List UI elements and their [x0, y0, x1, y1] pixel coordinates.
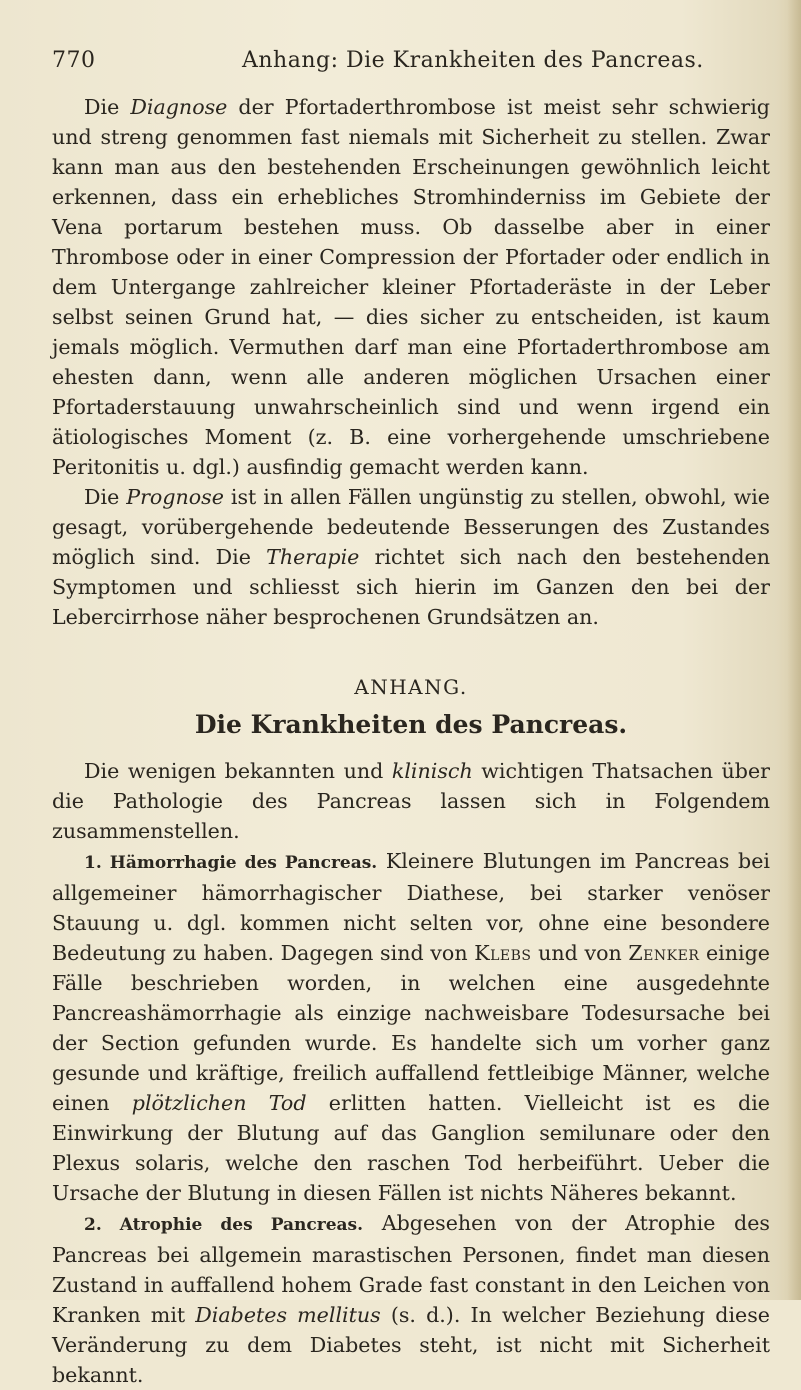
emphasis-klinisch: klinisch — [391, 759, 473, 783]
author-name-klebs: Klebs — [474, 941, 532, 965]
emphasis-diagnose: Diagnose — [130, 95, 228, 119]
page-number: 770 — [52, 48, 96, 73]
text-run: Abgesehen von der Atrophie des Pancreas bei allgemein marastischen Personen, findet man diesen Zustand in auffallend hohem Grade fast constant in den Leichen von Kranken mit — [52, 1211, 770, 1327]
section-heading-atrophie: 2. Atrophie des Pancreas. — [84, 1215, 364, 1235]
text-run: ist in allen Fällen ungünstig zu stellen, obwohl, wie gesagt, vorübergehende bedeutende Besserungen des Zustandes möglich sind. Die — [52, 485, 770, 569]
emphasis-prognose: Prognose — [126, 485, 224, 509]
section-heading-haemorrhagie: 1. Hämorrhagie des Pancreas. — [84, 853, 378, 873]
text-run: Kleinere Blutungen im Pancreas bei allgemeiner hämorrhagischer Diathese, bei starker venöser Stauung u. dgl. kommen nicht selten vor, ohne eine besondere Bedeutung zu haben. Dagegen sind von — [52, 849, 770, 965]
text-run: der Pfortaderthrombose ist meist sehr schwierig und streng genommen fast niemals mit Sicherheit zu stellen. Zwar kann man aus den bestehenden Erscheinungen gewöhnlich leicht erkennen, dass ein erhebliches Stromhinderniss im Gebiete der Vena portarum bestehen muss. Ob dasselbe aber in einer Thrombose oder in einer Compression der Pfortader oder endlich in dem Untergange zahlreicher kleiner Pfortaderäste in der Leber selbst seinen Grund hat, — dies sicher zu entscheiden, ist kaum jemals möglich. Vermuthen darf man eine Pfortaderthrombose am ehesten dann, wenn alle anderen möglichen Ursachen einer Pfortaderstauung unwahrscheinlich sind und wenn irgend ein ätiologisches Moment (z. B. eine vorhergehende umschriebene Peritonitis u. dgl.) ausfindig gemacht werden kann. — [52, 95, 770, 479]
text-run: und von — [531, 941, 629, 965]
text-run: Die wenigen bekannten und — [84, 759, 392, 783]
text-run: Die — [84, 95, 131, 119]
paragraph-diagnose — [52, 92, 770, 482]
body-text — [52, 92, 770, 1390]
emphasis-therapie: Therapie — [266, 545, 360, 569]
appendix-label: ANHANG. — [354, 675, 468, 699]
appendix-title: Die Krankheiten des Pancreas. — [194, 710, 628, 739]
running-head — [52, 48, 772, 78]
page-edge-shadow — [787, 0, 801, 1300]
text-run: erlitten hatten. Vielleicht ist es die Einwirkung der Blutung auf das Ganglion semilunare oder den Plexus solaris, welche den raschen Tod herbeiführt. Ueber die Ursache der Blutung in diesen Fällen ist nichts Näheres bekannt. — [52, 1091, 770, 1205]
running-title: Anhang: Die Krankheiten des Pancreas. — [242, 48, 704, 73]
emphasis-ploetzlicher-tod: plötzlichen Tod — [131, 1091, 307, 1115]
text-run: (s. d.). In welcher Beziehung diese Veränderung zu dem Diabetes steht, ist nicht mit Sicherheit bekannt. — [52, 1303, 770, 1387]
paragraph-atrophie — [52, 1208, 770, 1390]
paragraph-intro — [52, 756, 770, 846]
text-run: Die — [84, 485, 127, 509]
text-run: wichtigen Thatsachen über die Pathologie des Pancreas lassen sich in Folgendem zusammenstellen. — [52, 759, 770, 843]
paragraph-haemorrhagie — [52, 846, 770, 1208]
author-name-zenker: Zenker — [628, 941, 700, 965]
paragraph-prognose — [52, 482, 770, 632]
text-run: einige Fälle beschrieben worden, in welchen eine ausgedehnte Pancreashämorrhagie als einzige nachweisbare Todesursache bei der Section gefunden wurde. Es handelte sich um vorher ganz gesunde und kräftige, freilich auffallend fettleibige Männer, welche einen — [52, 941, 770, 1115]
emphasis-diabetes: Diabetes mellitus — [195, 1303, 381, 1327]
text-run: richtet sich nach den bestehenden Symptomen und schliesst sich hierin im Ganzen den bei der Lebercirrhose näher besprochenen Grundsätzen an. — [52, 545, 770, 629]
